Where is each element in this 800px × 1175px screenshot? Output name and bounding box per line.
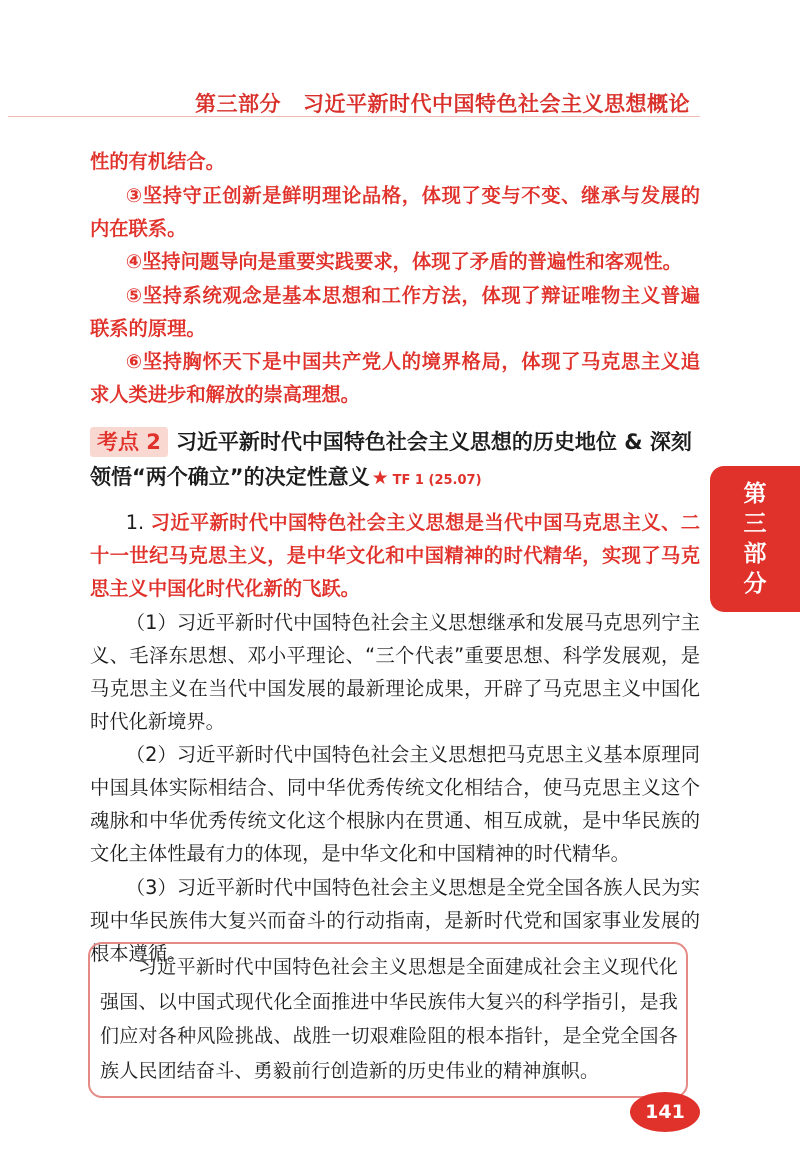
- principle-3: ③坚持守正创新是鲜明理论品格，体现了变与不变、继承与发展的内在联系。: [90, 183, 700, 240]
- paragraph-continued: 性的有机结合。: [90, 150, 225, 173]
- point-1-number: 1.: [125, 511, 145, 534]
- section-heading: [90, 425, 700, 498]
- header-divider: [8, 116, 700, 117]
- quote-box: [88, 942, 688, 1098]
- principle-6: ⑥坚持胸怀天下是中国共产党人的境界格局，体现了马克思主义追求人类进步和解放的崇高理想。: [90, 350, 700, 406]
- side-tab-char-3: 部: [743, 541, 767, 567]
- side-tab-char-1: 第: [743, 481, 767, 507]
- principle-5: ⑤坚持系统观念是基本思想和工作方法，体现了辩证唯物主义普遍联系的原理。: [90, 283, 700, 340]
- point-1-text: 习近平新时代中国特色社会主义思想是当代中国马克思主义、二十一世纪马克思主义，是中华文化和中国精神的时代精华，实现了马克思主义中国化时代化新的飞跃。: [90, 511, 700, 600]
- quote-text: 习近平新时代中国特色社会主义思想是全面建成社会主义现代化强国、以中国式现代化全面推进中华民族伟大复兴的科学指引，是我们应对各种风险挑战、战胜一切艰难险阻的根本指针，是全党全国各族人民团结奋斗、勇毅前行创造新的历史伟业的精神旗帜。: [100, 956, 678, 1082]
- exam-tag: TF 1 (25.07): [392, 473, 482, 488]
- page-number: 141: [630, 1092, 700, 1132]
- star-icon: ★: [371, 467, 389, 489]
- header-part: 第三部分: [195, 92, 281, 116]
- sub-paragraph-1: （1）习近平新时代中国特色社会主义思想继承和发展马克思列宁主义、毛泽东思想、邓小平理论、“三个代表”重要思想、科学发展观，是马克思主义在当代中国发展的最新理论成果，开辟了马克思主义中国化时代化新境界。: [90, 610, 700, 733]
- side-tab-char-2: 三: [743, 511, 767, 537]
- header-title: 习近平新时代中国特色社会主义思想概论: [303, 92, 690, 116]
- principle-4: ④坚持问题导向是重要实践要求，体现了矛盾的普遍性和客观性。: [125, 250, 682, 273]
- section-side-tab: [710, 466, 800, 612]
- sub-paragraph-3: （3）习近平新时代中国特色社会主义思想是全党全国各族人民为实现中华民族伟大复兴而奋斗的行动指南，是新时代党和国家事业发展的根本遵循。: [90, 875, 700, 965]
- running-header: [195, 88, 690, 118]
- side-tab-char-4: 分: [743, 571, 767, 597]
- kaodian-badge: 考点 2: [90, 427, 168, 457]
- point-1: [90, 506, 700, 605]
- sub-paragraph-2: （2）习近平新时代中国特色社会主义思想把马克思主义基本原理同中国具体实际相结合、同中华优秀传统文化相结合，使马克思主义这个魂脉和中华优秀传统文化这个根脉内在贯通、相互成就，是中华民族的文化主体性最有力的体现，是中华文化和中国精神的时代精华。: [90, 743, 700, 865]
- page-body: [90, 145, 700, 970]
- section-title: 习近平新时代中国特色社会主义思想的历史地位 & 深刻领悟“两个确立”的决定性意义: [90, 430, 692, 489]
